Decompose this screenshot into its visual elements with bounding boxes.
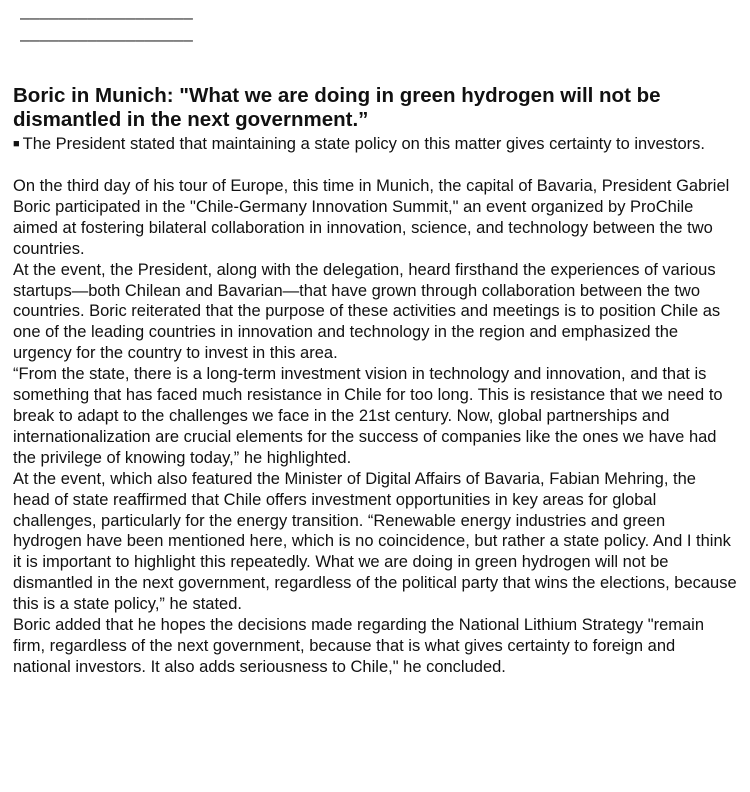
article-headline: Boric in Munich: "What we are doing in green hydrogen will not be dismantled in the next government.” bbox=[13, 84, 661, 131]
article-subhead bbox=[13, 134, 737, 155]
article bbox=[13, 84, 737, 678]
article-subhead-text: The President stated that maintaining a state policy on this matter gives certainty to investors. bbox=[22, 135, 705, 153]
separator-line: —————————————————— bbox=[20, 10, 193, 28]
article-paragraph: Boric added that he hopes the decisions made regarding the National Lithium Strategy "remain firm, regardless of the next government, because that is what gives certainty to foreign and national investors. It also adds seriousness to Chile," he concluded. bbox=[13, 616, 705, 676]
article-paragraph: “From the state, there is a long-term investment vision in technology and innovation, and that is something that has faced much resistance in Chile for too long. This is resistance that we need to break to adapt to the challenges we face in the 21st century. Now, global partnerships and internationalization are crucial elements for the success of companies like the ones we have had the privilege of knowing today,” he highlighted. bbox=[13, 365, 723, 467]
separator-line: —————————————————— bbox=[20, 32, 193, 50]
bullet-icon: ■ bbox=[13, 138, 20, 150]
article-paragraph: At the event, which also featured the Minister of Digital Affairs of Bavaria, Fabian Mehring, the head of state reaffirmed that Chile offers investment opportunities in key areas for global challenges, particularly for the energy transition. “Renewable energy industries and green hydrogen have been mentioned here, which is no coincidence, but rather a state policy. And I think it is important to highlight this repeatedly. What we are doing in green hydrogen will not be dismantled in the next government, regardless of the political party that wins the elections, because this is a state policy,” he stated. bbox=[13, 469, 737, 614]
article-paragraph: At the event, the President, along with the delegation, heard firsthand the experiences of various startups—both Chilean and Bavarian—that have grown through collaboration between the two countries. Boric reiterated that the purpose of these activities and meetings is to position Chile as one of the leading countries in innovation and technology in the region and emphasized the urgency for the country to invest in this area. bbox=[13, 260, 721, 363]
spacer bbox=[13, 155, 737, 176]
article-paragraph: On the third day of his tour of Europe, this time in Munich, the capital of Bavaria, President Gabriel Boric participated in the "Chile-Germany Innovation Summit," an event organized by ProChile aimed at fostering bilateral collaboration in innovation, science, and technology between the two countries. bbox=[13, 177, 730, 258]
separator-block bbox=[20, 8, 360, 52]
